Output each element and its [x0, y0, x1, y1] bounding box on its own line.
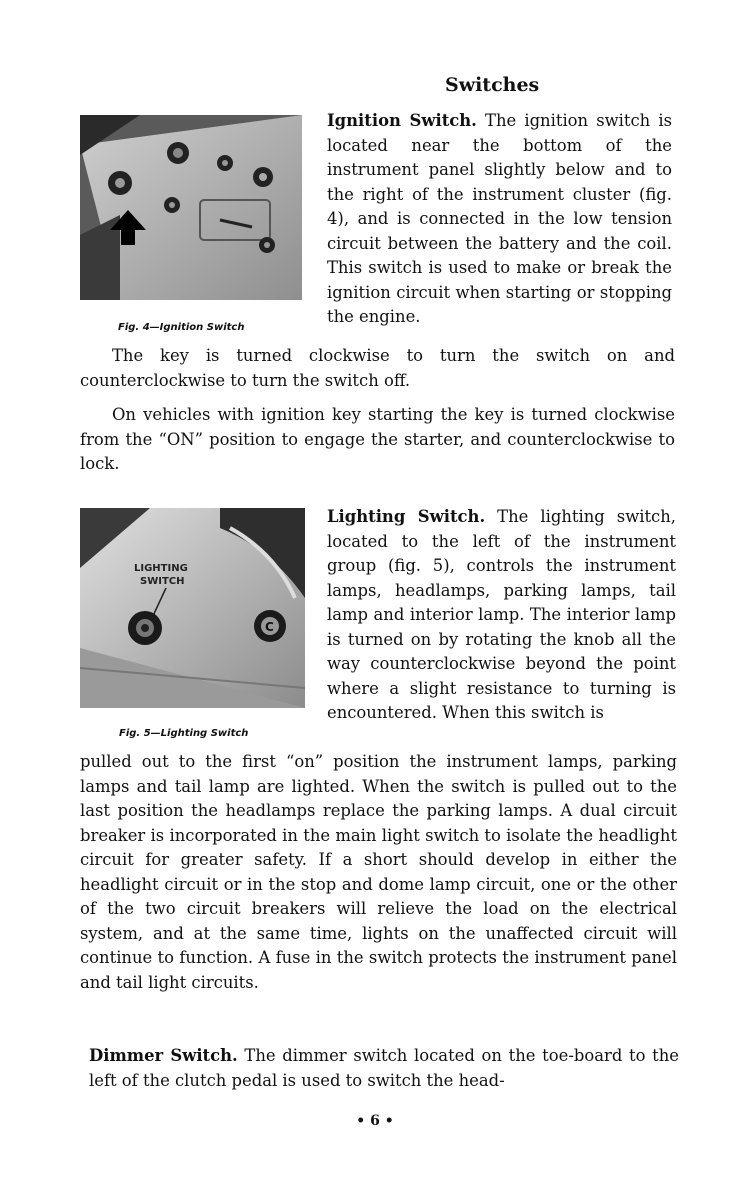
lighting-switch-photo [80, 508, 305, 708]
page-number: • 6 • [356, 1113, 394, 1129]
lighting-switch-heading: Lighting Switch. [327, 507, 486, 526]
lighting-switch-label-line2: SWITCH [140, 576, 185, 587]
lighting-switch-continuation: pulled out to the first “on” position the instrument lamps, parking lamps and tail lamp are lighted. When the switch is pulled out to the last position the headlamps replace the parking lamps. A dual circuit breaker is incorporated in the main light switch to isolate the headlight circuit for greater safety. If a short should develop in either the headlight circuit or in the stop and dome lamp circuit, one or the other of the two circuit breakers will relieve the load on the electrical system, and at the same time, lights on the unaffected circuit will continue to function. A fuse in the switch protects the instrument panel and tail light circuits. [80, 752, 677, 992]
svg-text:C: C [265, 620, 274, 634]
ignition-switch-illustration [80, 115, 302, 300]
starter-key-paragraph: On vehicles with ignition key starting the key is turned clockwise from the “ON” position to engage the starter, and counterclockwise to lock. [80, 405, 675, 473]
figure-4-caption: Fig. 4—Ignition Switch [118, 322, 245, 333]
lighting-switch-body: The lighting switch, located to the left of the instrument group (fig. 5), controls the instrument lamps, headlamps, parking lamps, tail lamp and interior lamp. The interior lamp is turned on by rotating the knob all the way counterclockwise beyond the point where a slight resistance to turning is encountered. When this switch is [327, 507, 676, 722]
ignition-switch-heading: Ignition Switch. [327, 111, 477, 130]
dimmer-switch-heading: Dimmer Switch. [89, 1046, 238, 1065]
figure-5-caption: Fig. 5—Lighting Switch [119, 728, 249, 739]
page-title: Switches [445, 74, 540, 96]
ignition-switch-paragraph [327, 109, 672, 330]
key-turn-paragraph: The key is turned clockwise to turn the switch on and counterclockwise to turn the switch off. [80, 346, 675, 390]
ignition-switch-photo [80, 115, 302, 300]
lighting-switch-label-line1: LIGHTING [134, 563, 188, 574]
ignition-switch-body: The ignition switch is located near the bottom of the instrument panel slightly below and to the right of the instrument cluster (fig. 4), and is connected in the low tension circuit between the battery and the coil. This switch is used to make or break the ignition circuit when starting or stopping the engine. [327, 111, 672, 326]
lighting-switch-illustration [80, 508, 305, 708]
dimmer-switch-paragraph [89, 1044, 679, 1093]
dimmer-switch-body: The dimmer switch located on the toe-board to the left of the clutch pedal is used to switch the head- [89, 1046, 679, 1090]
lighting-switch-paragraph [327, 505, 676, 726]
